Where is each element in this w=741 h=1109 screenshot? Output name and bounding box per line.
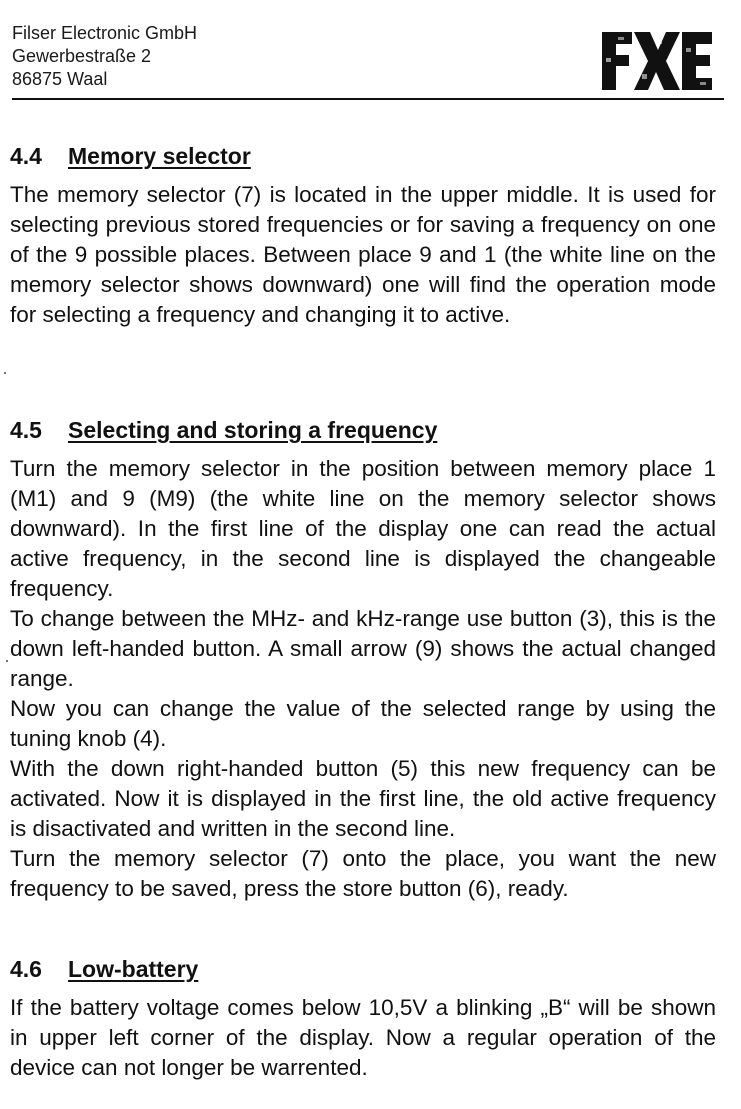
- paragraph: Turn the memory selector (7) onto the place, you want the new frequency to be saved, press the store button (6), ready.: [10, 846, 716, 901]
- company-city: 86875 Waal: [12, 69, 108, 89]
- section-low-battery: [10, 955, 716, 1083]
- paragraph: If the battery voltage comes below 10,5V a blinking „B“ will be shown in upper left corner of the display. Now a regular operation of the device can not longer be warrented.: [10, 995, 716, 1080]
- logo-letter-x: [634, 32, 680, 90]
- header-rule: [12, 98, 724, 100]
- scan-speck: [4, 372, 6, 374]
- section-heading: [10, 416, 716, 444]
- paragraph: To change between the MHz- and kHz-range use button (3), this is the down left-handed button. A small arrow (9) shows the actual changed range.: [10, 606, 716, 691]
- company-logo: [598, 28, 716, 94]
- paragraph: With the down right-handed button (5) this new frequency can be activated. Now it is displayed in the first line, the old active frequency is disactivated and written in the second line.: [10, 756, 716, 841]
- section-number: 4.4: [10, 143, 42, 169]
- company-address: [12, 22, 197, 91]
- section-memory-selector: [10, 142, 716, 330]
- logo-letter-e: [682, 32, 712, 90]
- paragraph: The memory selector (7) is located in the upper middle. It is used for selecting previous stored frequencies or for saving a frequency on one of the 9 possible places. Between place 9 and 1 (the white line on the memory selector shows downward) one will find the operation mode for selecting a frequency and changing it to active.: [10, 182, 716, 327]
- section-selecting-storing: [10, 416, 716, 904]
- scan-speck: [6, 660, 8, 662]
- paragraph: Now you can change the value of the selected range by using the tuning knob (4).: [10, 696, 716, 751]
- section-title: Selecting and storing a frequency: [68, 417, 438, 443]
- section-heading: [10, 955, 716, 983]
- section-number: 4.6: [10, 956, 42, 982]
- company-street: Gewerbestraße 2: [12, 46, 152, 66]
- letterhead: [12, 22, 724, 100]
- section-title: Low-battery: [68, 956, 199, 982]
- section-number: 4.5: [10, 417, 42, 443]
- paragraph: Turn the memory selector in the position between memory place 1 (M1) and 9 (M9) (the white line on the memory selector shows downward). In the first line of the display one can read the actual active frequency, in the second line is displayed the changeable frequency.: [10, 456, 716, 601]
- company-name: Filser Electronic GmbH: [12, 23, 198, 43]
- section-heading: [10, 142, 716, 170]
- section-title: Memory selector: [68, 143, 251, 169]
